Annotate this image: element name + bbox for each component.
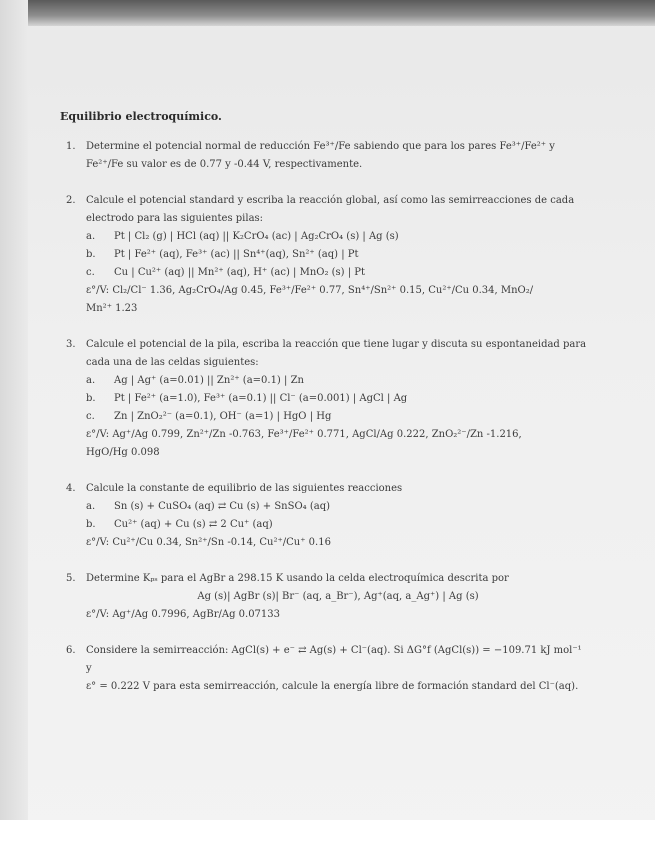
sub-label: b.	[86, 249, 96, 260]
potentials-data: Mn²⁺ 1.23	[86, 303, 138, 314]
question-1	[60, 138, 590, 174]
sub-label: b.	[86, 393, 96, 404]
question-3	[60, 336, 590, 462]
sub-item-c	[86, 408, 590, 426]
question-2	[60, 192, 590, 318]
sub-item-a	[86, 498, 590, 516]
cell-notation: Ag (s)| AgBr (s)| Br⁻ (aq, a_Br⁻), Ag⁺(aq, a_Ag⁺) | Ag (s)	[197, 591, 479, 602]
sub-item-b	[86, 246, 590, 264]
question-text: Fe²⁺/Fe su valor es de 0.77 y -0.44 V, respectivamente.	[86, 159, 363, 170]
reaction: Cu²⁺ (aq) + Cu (s) ⇄ 2 Cu⁺ (aq)	[114, 519, 273, 530]
potentials-data: ε°/V: Ag⁺/Ag 0.799, Zn²⁺/Zn -0.763, Fe³⁺/Fe²⁺ 0.771, AgCl/Ag 0.222, ZnO₂²⁻/Zn -1.216,	[86, 429, 522, 440]
sub-item-a	[86, 228, 590, 246]
potentials-data: ε°/V: Cu²⁺/Cu 0.34, Sn²⁺/Sn -0.14, Cu²⁺/Cu⁺ 0.16	[86, 537, 331, 548]
question-number: 3.	[66, 339, 76, 350]
question-text: Determine el potencial normal de reducción Fe³⁺/Fe sabiendo que para los pares Fe³⁺/Fe²⁺ y	[86, 141, 555, 152]
sheet-title: Equilibrio electroquímico.	[60, 110, 222, 123]
question-text: Calcule el potencial de la pila, escriba la reacción que tiene lugar y discuta su espontaneidad para	[86, 339, 587, 350]
cell-notation: Pt | Cl₂ (g) | HCl (aq) || K₂CrO₄ (ac) | Ag₂CrO₄ (s) | Ag (s)	[114, 231, 399, 242]
cell-notation: Pt | Fe²⁺ (aq), Fe³⁺ (ac) || Sn⁴⁺(aq), Sn²⁺ (aq) | Pt	[114, 249, 359, 260]
scan-shadow-top	[0, 0, 655, 26]
question-number: 4.	[66, 483, 76, 494]
question-text: cada una de las celdas siguientes:	[86, 357, 259, 368]
sub-label: b.	[86, 519, 96, 530]
question-text: Determine Kₚₛ para el AgBr a 298.15 K usando la celda electroquímica descrita por	[86, 573, 509, 584]
potentials-data: ε°/V: Cl₂/Cl⁻ 1.36, Ag₂CrO₄/Ag 0.45, Fe³⁺/Fe²⁺ 0.77, Sn⁴⁺/Sn²⁺ 0.15, Cu²⁺/Cu 0.34, MnO₂/	[86, 285, 534, 296]
question-text: ε° = 0.222 V para esta semirreacción, calcule la energía libre de formación standard del Cl⁻(aq).	[86, 681, 579, 692]
potentials-data: HgO/Hg 0.098	[86, 447, 160, 458]
cell-notation: Pt | Fe²⁺ (a=1.0), Fe³⁺ (a=0.1) || Cl⁻ (a=0.001) | AgCl | Ag	[114, 393, 408, 404]
sub-label: a.	[86, 501, 96, 512]
question-number: 5.	[66, 573, 76, 584]
question-text: Calcule la constante de equilibrio de las siguientes reacciones	[86, 483, 403, 494]
scan-bottom-margin	[0, 820, 655, 848]
question-4	[60, 480, 590, 552]
sub-item-c	[86, 264, 590, 282]
sub-item-a	[86, 372, 590, 390]
question-text: Considere la semirreacción: AgCl(s) + e⁻ ⇄ Ag(s) + Cl⁻(aq). Si ΔG°f (AgCl(s)) = −109.71 kJ mol⁻¹ y	[86, 645, 582, 674]
question-number: 6.	[66, 645, 76, 656]
question-text: Calcule el potencial standard y escriba la reacción global, así como las semirreacciones de cada	[86, 195, 575, 206]
sub-item-b	[86, 516, 590, 534]
sub-item-b	[86, 390, 590, 408]
cell-notation: Zn | ZnO₂²⁻ (a=0.1), OH⁻ (a=1) | HgO | Hg	[114, 411, 332, 422]
reaction: Sn (s) + CuSO₄ (aq) ⇄ Cu (s) + SnSO₄ (aq)	[114, 501, 331, 512]
sub-label: c.	[86, 411, 95, 422]
sub-label: a.	[86, 231, 96, 242]
question-number: 2.	[66, 195, 76, 206]
question-number: 1.	[66, 141, 76, 152]
question-text: electrodo para las siguientes pilas:	[86, 213, 264, 224]
question-5	[60, 570, 590, 624]
cell-notation: Ag | Ag⁺ (a=0.01) || Zn²⁺ (a=0.1) | Zn	[114, 375, 304, 386]
question-6	[60, 642, 590, 696]
potentials-data: ε°/V: Ag⁺/Ag 0.7996, AgBr/Ag 0.07133	[86, 609, 281, 620]
exercise-sheet	[60, 108, 590, 714]
scan-shadow-left	[0, 0, 28, 820]
sub-label: c.	[86, 267, 95, 278]
cell-notation: Cu | Cu²⁺ (aq) || Mn²⁺ (aq), H⁺ (ac) | MnO₂ (s) | Pt	[114, 267, 366, 278]
sub-label: a.	[86, 375, 96, 386]
